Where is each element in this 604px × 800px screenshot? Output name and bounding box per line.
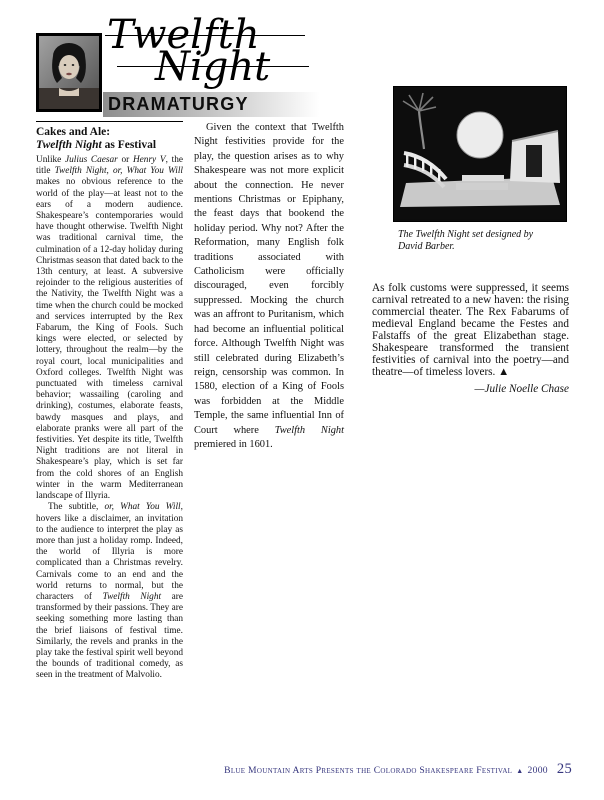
footer-year: 2000 [527,765,548,776]
paragraph: Unlike Julius Caesar or Henry V, the title Twelfth Night, or, What You Will makes no obvious reference to the world of the play—at least not to the ears of a modern audience. Shakespeare’s contemporaries would have thought otherwise. Twelfth Night was traditional carnival time, the culmination of a 12-day holiday during Christmas season that dated back to the 13th century, at least. A subversive rejoinder to the religious austerities of the Nativity, the Twelfth Night was a time when the church could be mocked and services interrupted by the Rex Fabarum, the King of Fools. Such kings were elected, or selected by lottery, throughout the realm—by the royal court, local municipalities and Oxford colleges. Twelfth Night was punctuated with timeless carnival behavior; wassailing (caroling and drinking), costumes, elaborate feasts, bawdy masques and plays, and elaborate pranks were all part of the festivities. Yet despite its title, Twelfth Night traditions are not literal in Shakespeare’s play, which is set far from the cold shores of an English winter in the warm Mediterranean landscape of Illyria. [36,155,183,502]
article-heading-line1: Cakes and Ale: [36,126,111,138]
column-3 [372,86,569,395]
column-1 [36,121,183,682]
title-word-twelfth: Twelfth [107,12,260,58]
author-signature: —Julie Noelle Chase [474,383,569,396]
triangle-icon: ▲ [516,767,524,775]
paragraph: As folk customs were suppressed, it seems carnival retreated to a new haven: the rising commercial theater. The Rex Fabarums of medieval England became the Festes and Falstaffs of the great Elizabethan stage. Shakespeare transformed the transient festivities of carnival into the poetry—and theatre—of timeless lovers. ▲ [372,282,569,379]
column-2 [194,121,344,452]
masthead [103,12,313,92]
stage-set-illustration [394,87,564,219]
woman-portrait-illustration [39,36,99,109]
footer [224,761,572,778]
article-heading [36,126,183,152]
woman-portrait-photo [36,33,102,112]
banner-label: DRAMATURGY [108,94,249,114]
title-word-night: Night [155,44,271,90]
paragraph: The subtitle, or, What You Will, hovers like a disclaimer, an invitation to the audience to interpret the play as more than just a holiday romp. Indeed, the world of Illyria is more complicated than a Christmas revelry. Carnivals come to an end and the world returns to normal, but the characters of Twelfth Night are transformed by their passions. They are seeking something more lasting than the brief liaisons of festival time. Similarly, the revels and pranks in the play take the festival spirit well beyond the bounds of traditional comedy, as seen in the treatment of Malvolio. [36,502,183,681]
photo-caption: The Twelfth Night set designed by David Barber. [398,229,534,252]
dramaturgy-banner [103,92,349,117]
article-heading-line2: Twelfth Night as Festival [36,139,157,151]
heading-rule [36,121,183,122]
paragraph: Given the context that Twelfth Night festivities provide for the play, the question arises as to why Shakespeare was not more explicit about the connection. He never mentions Christmas or Epiphany, the feast days that bookend the holiday period. Why not? After the Reformation, many English folk traditions associated with Catholicism were officially discouraged, even forcibly suppressed. Mocking the church was an affront to Puritanism, which had become an influential political force. Although Twelfth Night was still celebrated during Elizabeth’s reign, censorship was common. In 1580, election of a King of Fools was forbidden at the Middle Temple, the same influential Inn of Court where Twelfth Night premiered in 1601. [194,122,344,450]
footer-text: Blue Mountain Arts Presents the Colorado Shakespeare Festival [224,765,513,776]
stage-set-model-photo [393,86,567,222]
page-number: 25 [556,761,572,777]
